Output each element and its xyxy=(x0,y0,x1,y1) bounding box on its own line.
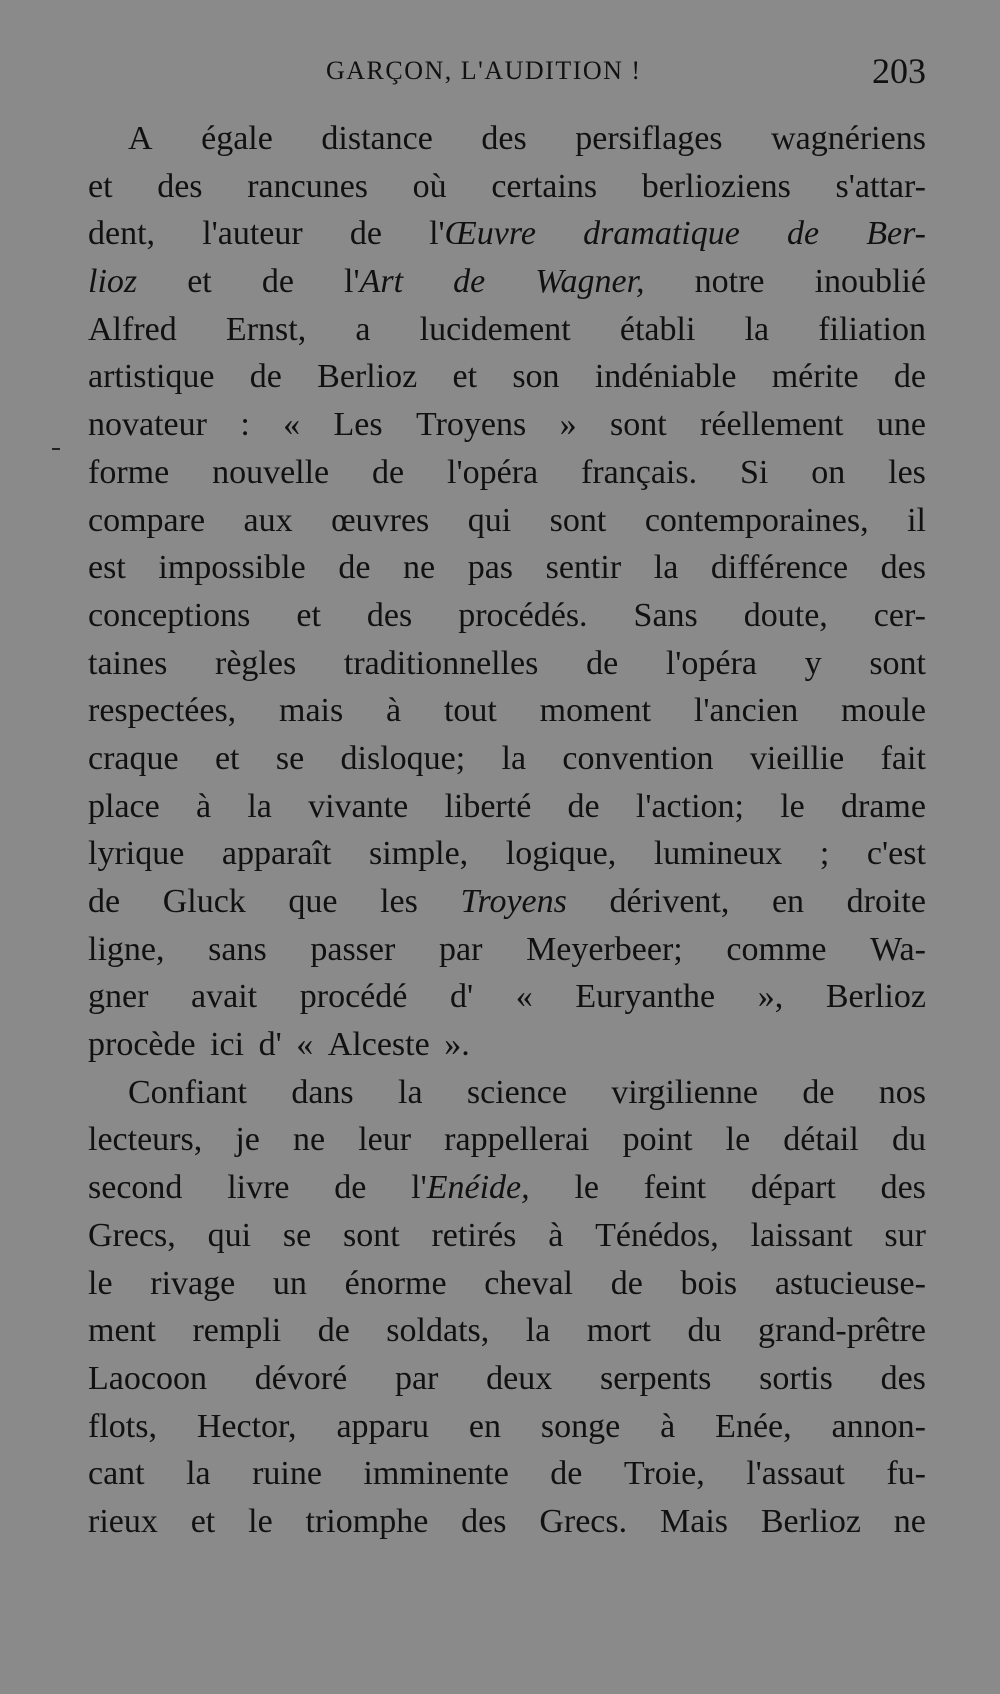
text-line: Laocoon dévoré par deux serpents sortis des xyxy=(88,1359,926,1397)
text-line: respectées, mais à tout moment l'ancien moule xyxy=(88,692,926,730)
text-line: taines règles traditionnelles de l'opéra y sont xyxy=(88,644,926,682)
text-line: compare aux œuvres qui sont contemporaines, il xyxy=(88,501,926,539)
text-line: gner avait procédé d' « Euryanthe », Berlioz xyxy=(88,978,926,1016)
running-title: GARÇON, L'AUDITION ! xyxy=(326,56,642,85)
text-line: est impossible de ne pas sentir la différence des xyxy=(88,549,926,587)
text-line: dent, l'auteur de l'Œuvre dramatique de Ber- xyxy=(88,215,926,253)
text-line: Confiant dans la science virgilienne de nos xyxy=(128,1073,926,1111)
text-line: conceptions et des procédés. Sans doute, cer- xyxy=(88,596,926,634)
text-line: second livre de l'Enéide, le feint départ des xyxy=(88,1169,926,1207)
text-line: A égale distance des persiflages wagnériens xyxy=(128,120,926,157)
running-head xyxy=(88,50,926,100)
text-line: de Gluck que les Troyens dérivent, en droite xyxy=(88,883,926,920)
body-text xyxy=(88,115,926,1546)
text-line: Grecs, qui se sont retirés à Ténédos, laissant sur xyxy=(88,1216,926,1254)
text-line: lioz et de l'Art de Wagner, notre inoublié xyxy=(88,263,926,301)
text-line: place à la vivante liberté de l'action; le drame xyxy=(88,787,926,825)
text-line: flots, Hector, apparu en songe à Enée, annon- xyxy=(88,1407,926,1445)
margin-mark xyxy=(52,448,60,450)
text-line: lecteurs, je ne leur rappellerai point le détail du xyxy=(88,1121,926,1159)
text-line: forme nouvelle de l'opéra français. Si on les xyxy=(88,453,926,491)
text-line: ligne, sans passer par Meyerbeer; comme Wa- xyxy=(88,930,926,968)
text-line: cant la ruine imminente de Troie, l'assaut fu- xyxy=(88,1455,926,1493)
text-line: novateur : « Les Troyens » sont réellement une xyxy=(88,406,926,444)
text-line: procède ici d' « Alceste ». xyxy=(88,1026,470,1064)
text-line: lyrique apparaît simple, logique, lumineux ; c'est xyxy=(88,835,926,873)
text-line: Alfred Ernst, a lucidement établi la filiation xyxy=(88,310,926,348)
page-number: 203 xyxy=(872,51,926,91)
text-line: craque et se disloque; la convention vieillie fait xyxy=(88,739,926,777)
text-line: ment rempli de soldats, la mort du grand-prêtre xyxy=(88,1312,926,1350)
text-line: rieux et le triomphe des Grecs. Mais Berlioz ne xyxy=(88,1502,926,1540)
text-line: le rivage un énorme cheval de bois astucieuse- xyxy=(88,1264,926,1302)
text-line: artistique de Berlioz et son indéniable mérite de xyxy=(88,358,926,396)
text-line: et des rancunes où certains berlioziens s'attar- xyxy=(88,167,926,205)
